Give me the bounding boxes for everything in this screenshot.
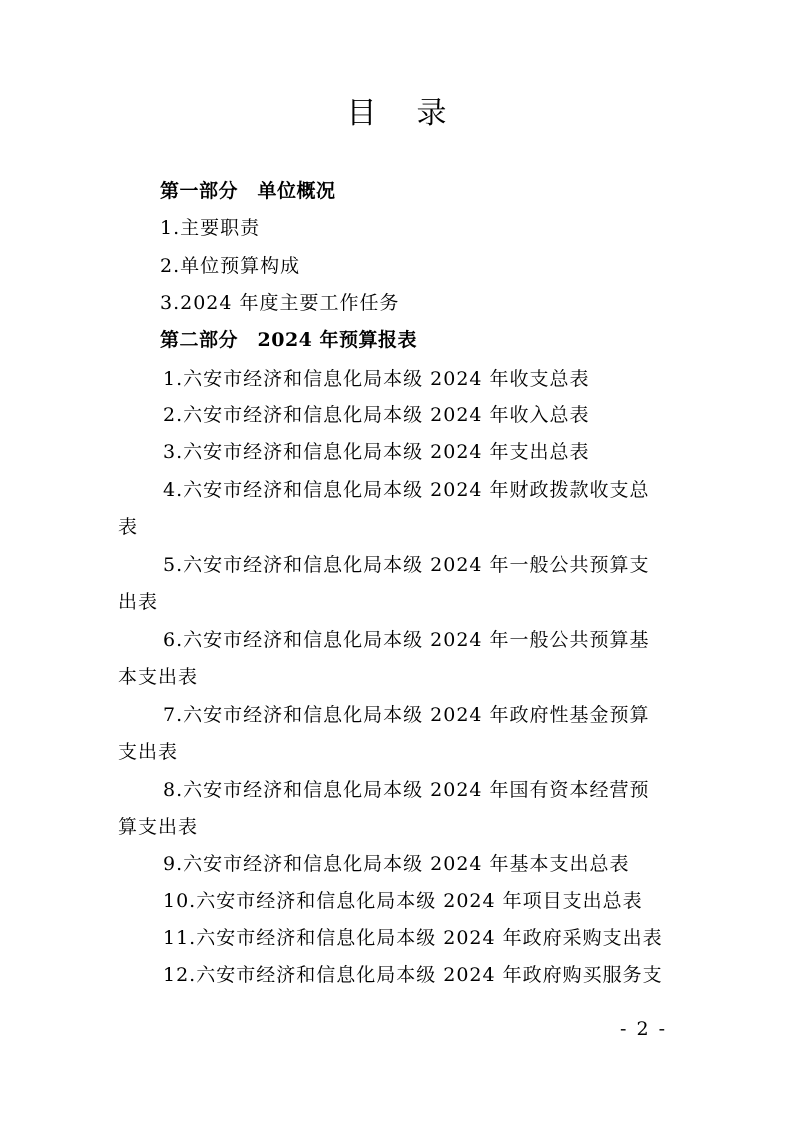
toc-item-continuation: 算支出表 bbox=[118, 816, 199, 838]
toc-item-continuation: 支出表 bbox=[118, 741, 179, 763]
toc-item-continuation: 本支出表 bbox=[118, 666, 199, 688]
part2-heading: 第二部分 2024 年预算报表 bbox=[160, 329, 417, 351]
page-title: 目录 bbox=[346, 96, 487, 131]
toc-item: 7.六安市经济和信息化局本级 2024 年政府性基金预算 bbox=[163, 704, 650, 726]
toc-item: 4.六安市经济和信息化局本级 2024 年财政拨款收支总 bbox=[163, 479, 650, 501]
toc-item: 5.六安市经济和信息化局本级 2024 年一般公共预算支 bbox=[163, 554, 650, 576]
toc-item: 6.六安市经济和信息化局本级 2024 年一般公共预算基 bbox=[163, 629, 650, 651]
toc-item: 10.六安市经济和信息化局本级 2024 年项目支出总表 bbox=[163, 890, 643, 912]
toc-item: 2.单位预算构成 bbox=[160, 255, 301, 277]
page-number: - 2 - bbox=[620, 1018, 668, 1040]
toc-item-continuation: 出表 bbox=[118, 591, 159, 613]
toc-item: 8.六安市经济和信息化局本级 2024 年国有资本经营预 bbox=[163, 779, 650, 801]
toc-item: 1.六安市经济和信息化局本级 2024 年收支总表 bbox=[163, 368, 590, 390]
toc-item: 3.六安市经济和信息化局本级 2024 年支出总表 bbox=[163, 441, 590, 463]
toc-item-continuation: 表 bbox=[118, 516, 139, 538]
toc-item: 12.六安市经济和信息化局本级 2024 年政府购买服务支 bbox=[163, 964, 663, 986]
toc-item: 2.六安市经济和信息化局本级 2024 年收入总表 bbox=[163, 404, 590, 426]
toc-item: 3.2024 年度主要工作任务 bbox=[160, 292, 400, 314]
toc-item: 9.六安市经济和信息化局本级 2024 年基本支出总表 bbox=[163, 853, 630, 875]
part1-heading: 第一部分 单位概况 bbox=[160, 180, 336, 202]
toc-item: 11.六安市经济和信息化局本级 2024 年政府采购支出表 bbox=[163, 927, 663, 949]
toc-item: 1.主要职责 bbox=[160, 217, 261, 239]
